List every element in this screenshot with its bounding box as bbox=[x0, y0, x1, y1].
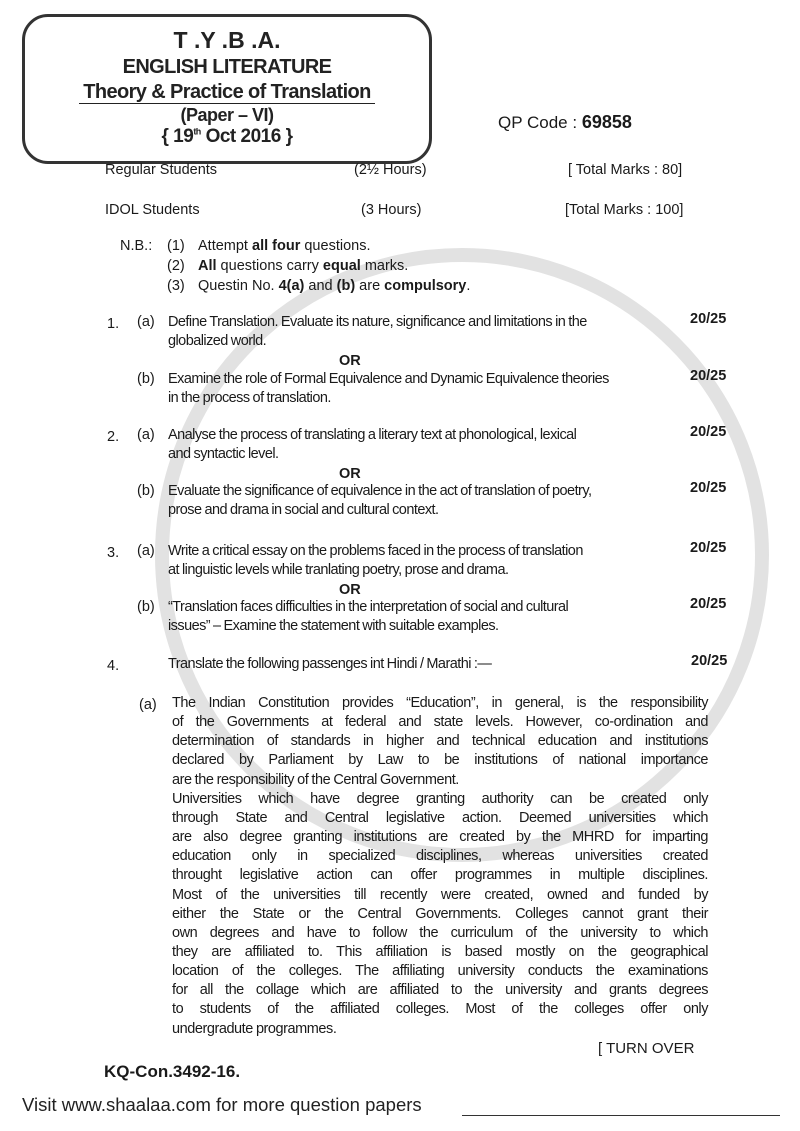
passage-line: undergradute programmes. bbox=[172, 1020, 337, 1037]
duration: (2½ Hours) bbox=[354, 162, 427, 178]
passage-line: education only in specialized disciplines, whereas universities created bbox=[172, 848, 708, 865]
passage-line: of the Governments at federal and state levels. However, co-ordination and bbox=[172, 714, 708, 731]
course-name: T .Y .B .A. bbox=[173, 27, 281, 53]
passage-line: throught legislative action can offer programmes in multiple disciplines. bbox=[172, 867, 708, 884]
instruction-part: (b) bbox=[336, 278, 356, 294]
subject-name: ENGLISH LITERATURE bbox=[122, 56, 332, 78]
instruction-part: marks. bbox=[360, 258, 409, 274]
passage-line: The Indian Constitution provides “Education”, in general, is the responsibility bbox=[172, 695, 708, 711]
passage-line: for all the collage which are affiliated to the university and grants degrees bbox=[172, 982, 708, 999]
question-marks: 20/25 bbox=[690, 596, 727, 612]
date-suffix: th bbox=[193, 126, 201, 137]
question-text: Write a critical essay on the problems faced in the process of translation bbox=[168, 543, 583, 559]
question-marks: 20/25 bbox=[690, 368, 727, 384]
passage-line: they are affiliated to. This affiliation is based mostly on the geographical bbox=[172, 943, 708, 960]
question-number: 3. bbox=[107, 545, 120, 561]
date-rest: Oct 2016 } bbox=[200, 126, 293, 147]
passage-line: own degrees and have to follow the curriculum of the university to which bbox=[172, 924, 708, 941]
nb-number: (3) bbox=[167, 278, 185, 294]
duration: (3 Hours) bbox=[361, 202, 422, 218]
sub-question-label: (a) bbox=[137, 314, 155, 330]
question-marks: 20/25 bbox=[690, 540, 727, 556]
exam-date bbox=[22, 126, 432, 148]
instruction-part: compulsory bbox=[384, 278, 467, 294]
question-marks: 20/25 bbox=[690, 424, 727, 440]
instruction-part: and bbox=[304, 278, 337, 294]
bottom-rule bbox=[462, 1115, 780, 1116]
sub-question-label: (b) bbox=[137, 483, 155, 499]
instruction-part: . bbox=[466, 278, 471, 294]
question-text: Analyse the process of translating a literary text at phonological, lexical bbox=[168, 427, 577, 443]
question-text: and syntactic level. bbox=[168, 446, 279, 462]
nb-label: N.B.: bbox=[120, 238, 153, 254]
question-text: Evaluate the significance of equivalence in the act of translation of poetry, bbox=[168, 483, 592, 499]
qp-code bbox=[498, 112, 632, 133]
total-marks: [ Total Marks : 80] bbox=[568, 162, 683, 178]
instruction-part: questions. bbox=[300, 238, 371, 254]
question-text: Translate the following passenges int Hindi / Marathi :— bbox=[168, 656, 492, 672]
passage-line: Universities which have degree granting authority can be created only bbox=[172, 790, 708, 807]
question-text: issues” – Examine the statement with suitable examples. bbox=[168, 618, 499, 634]
passage-line: determination of standards in higher and technical education and institutions bbox=[172, 733, 708, 750]
sub-question-label: (a) bbox=[137, 427, 155, 443]
nb-number: (2) bbox=[167, 258, 185, 274]
or-separator: OR bbox=[339, 466, 361, 482]
passage-line: either the State or the Central Governments. Colleges cannot grant their bbox=[172, 905, 708, 922]
question-number: 4. bbox=[107, 658, 120, 674]
question-text: Define Translation. Evaluate its nature, significance and limitations in the bbox=[168, 314, 587, 330]
nb-number: (1) bbox=[167, 238, 185, 254]
student-type: Regular Students bbox=[105, 162, 218, 178]
question-text: Examine the role of Formal Equivalence and Dynamic Equivalence theories bbox=[168, 371, 609, 387]
passage-line: are also degree granting institutions are created by the MHRD for imparting bbox=[172, 829, 708, 846]
nb-instruction bbox=[198, 258, 408, 275]
instruction-part: 4(a) bbox=[278, 278, 305, 294]
passage-line: location of the colleges. The affiliating university conducts the examinations bbox=[172, 963, 708, 980]
footer-code: KQ-Con.3492-16. bbox=[104, 1062, 241, 1081]
or-separator: OR bbox=[339, 582, 361, 598]
question-number: 1. bbox=[107, 316, 120, 332]
qp-code-value: 69858 bbox=[581, 112, 632, 132]
passage-line: declared by Parliament by Law to be institutions of national importance bbox=[172, 752, 708, 769]
question-marks: 20/25 bbox=[691, 653, 728, 669]
paper-title-text: Theory & Practice of Translation bbox=[79, 81, 375, 104]
question-text: “Translation faces difficulties in the interpretation of social and cultural bbox=[168, 599, 569, 615]
sub-question-label: (a) bbox=[137, 543, 155, 559]
question-text: at linguistic levels while tranlating poetry, prose and drama. bbox=[168, 562, 509, 578]
qp-code-label: QP Code : bbox=[498, 113, 578, 132]
question-text: prose and drama in social and cultural context. bbox=[168, 502, 439, 518]
instruction-part: questions carry bbox=[216, 258, 323, 274]
passage-line: to students of the affiliated colleges. Most of the colleges offer only bbox=[172, 1001, 708, 1018]
turn-over: [ TURN OVER bbox=[598, 1040, 695, 1057]
instruction-part: are bbox=[355, 278, 385, 294]
paper-header bbox=[22, 0, 432, 160]
question-text: globalized world. bbox=[168, 333, 267, 349]
sub-question-label: (b) bbox=[137, 599, 155, 615]
passage-line: are the responsibility of the Central Government. bbox=[172, 771, 459, 788]
date-day: { 19 bbox=[161, 126, 194, 147]
paper-number: (Paper – VI) bbox=[180, 105, 274, 125]
paper-title bbox=[22, 81, 432, 104]
question-number: 2. bbox=[107, 429, 120, 445]
total-marks: [Total Marks : 100] bbox=[565, 202, 684, 218]
question-text: in the process of translation. bbox=[168, 390, 331, 406]
sub-question-label: (b) bbox=[137, 371, 155, 387]
instruction-part: all four bbox=[252, 238, 301, 254]
instruction-part: Questin No. bbox=[198, 278, 279, 294]
instruction-part: All bbox=[198, 258, 217, 274]
nb-instruction bbox=[198, 278, 470, 295]
passage-label: (a) bbox=[139, 697, 157, 713]
passage-line: through State and Central legislative action. Deemed universities which bbox=[172, 809, 708, 826]
nb-instruction bbox=[198, 238, 370, 255]
passage-line: Most of the universities till recently were created, owned and funded by bbox=[172, 886, 708, 903]
bottom-link[interactable]: Visit www.shaalaa.com for more question papers bbox=[22, 1094, 422, 1115]
question-marks: 20/25 bbox=[690, 311, 727, 327]
student-type: IDOL Students bbox=[105, 202, 200, 218]
instruction-part: equal bbox=[322, 258, 361, 274]
question-marks: 20/25 bbox=[690, 480, 727, 496]
instruction-part: Attempt bbox=[198, 238, 252, 254]
or-separator: OR bbox=[339, 353, 361, 369]
